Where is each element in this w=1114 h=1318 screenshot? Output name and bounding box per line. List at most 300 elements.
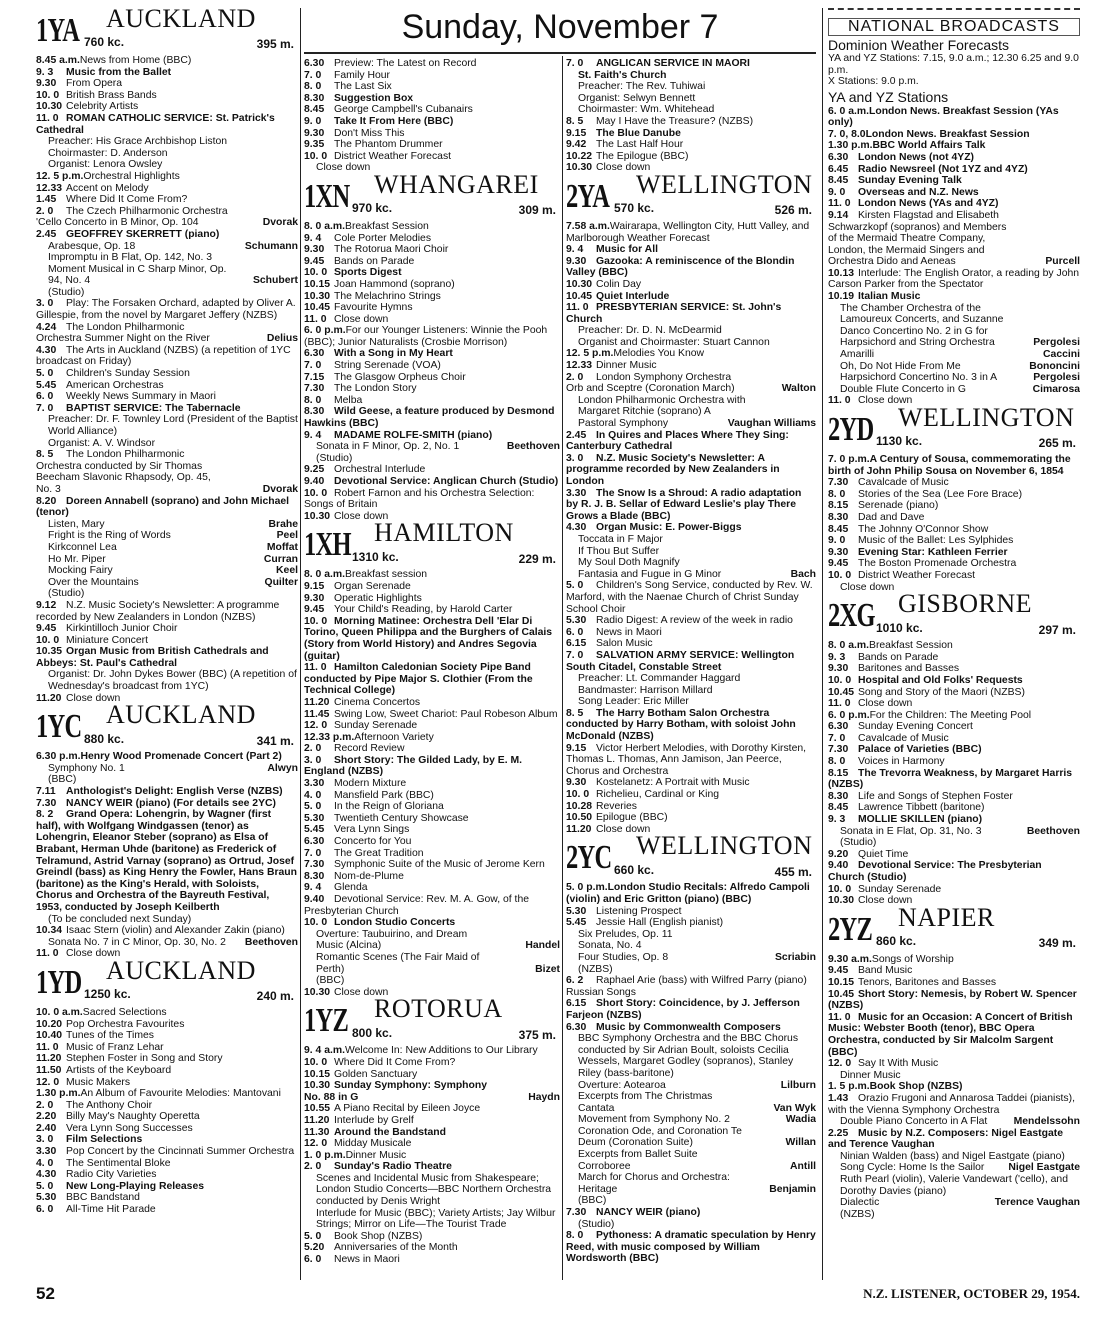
- program-title: Accent on Melody: [66, 182, 149, 194]
- station-frequency: 760 kc.: [84, 35, 125, 50]
- program-entry: [828, 512, 1080, 524]
- program-title: Radio City Varieties: [66, 1169, 157, 1181]
- program-entry: [304, 81, 560, 93]
- program-time: 3.30: [304, 778, 325, 790]
- program-title: Symphonic Suite of the Music of Jerome Kern: [334, 859, 545, 871]
- program-entry: [566, 93, 816, 105]
- program-entry: [304, 244, 560, 256]
- program-title: Glenda: [334, 882, 368, 894]
- program-title: (BBC): [316, 975, 345, 987]
- program-time: 2. 0: [566, 371, 584, 383]
- program-time: 6.30 p.m.: [36, 751, 81, 763]
- program-entry: [36, 67, 298, 79]
- program-title: Pop Orchestra Favourites: [66, 1018, 185, 1030]
- program-entry: [36, 1030, 298, 1042]
- program-entry: [566, 453, 816, 488]
- program-title: Overture: Aotearoa: [578, 1079, 666, 1091]
- program-entry: [304, 593, 560, 605]
- program-entry: [36, 530, 298, 542]
- program-title: Music of Franz Lehar: [66, 1041, 164, 1053]
- program-time: 8.30: [304, 406, 325, 418]
- program-time: 11.20: [304, 696, 330, 708]
- program-title: Play: The Forsaken Orchard, adapted by Oliver A. Gillespie, from the novel by Margaret Jeffery (NZBS): [36, 298, 296, 322]
- program-title: Sports Digest: [334, 267, 402, 279]
- program-title: Record Review: [334, 743, 405, 755]
- composer-name: Beethoven: [241, 937, 298, 949]
- program-title: Orchestral Highlights: [83, 170, 180, 182]
- program-title: Organist: Dr. John Dykes Bower (BBC) (A repetition of Wednesday's broadcast from 1YC): [48, 669, 297, 693]
- program-entry: [304, 824, 560, 836]
- program-entry: [304, 441, 560, 453]
- program-entry: [828, 687, 1080, 699]
- program-time: 4. 0: [304, 789, 322, 801]
- composer-name: Schubert: [249, 275, 298, 287]
- program-title: Fantasia and Fugue in G Minor: [578, 568, 722, 580]
- program-entry: [828, 698, 1080, 710]
- program-time: 10. 0: [566, 789, 590, 801]
- composer-name: Haydn: [524, 1092, 560, 1104]
- program-entry: [36, 101, 298, 113]
- program-entry: [566, 430, 816, 453]
- program-entry: [304, 662, 560, 697]
- program-entry: [828, 500, 1080, 512]
- program-title: All-Time Hit Parade: [66, 1204, 156, 1216]
- program-entry: [304, 453, 560, 465]
- program-title: Cinema Concertos: [334, 696, 421, 708]
- program-entry: [828, 291, 1080, 303]
- program-entry: [828, 1116, 1080, 1128]
- program-entry: [36, 1042, 298, 1054]
- program-entry: [304, 256, 560, 268]
- program-time: 9.45: [36, 623, 57, 635]
- program-time: 11.20: [304, 1114, 330, 1126]
- program-time: 9.45: [828, 965, 849, 977]
- station-call-sign: 2XG: [828, 597, 875, 635]
- program-time: 9. 0: [828, 535, 846, 547]
- program-entry: [304, 1254, 560, 1266]
- station-wavelength: 265 m.: [1038, 436, 1076, 451]
- program-entry: [566, 534, 816, 546]
- program-time: 10. 0: [304, 615, 328, 627]
- composer-name: Quilter: [261, 577, 299, 589]
- station-header: [828, 589, 1080, 638]
- program-entry: [304, 1115, 560, 1127]
- composer-name: Walton: [778, 383, 816, 395]
- program-entry: [304, 836, 560, 848]
- program-title: Hamilton Caledonian Society Pipe Band conducted by Pipe Major S. Clothier (From the Technical College): [304, 662, 533, 697]
- composer-name: Van Wyk: [769, 1103, 816, 1115]
- program-entry: [566, 627, 816, 639]
- station-header: [828, 902, 1080, 952]
- program-title: Sonata No. 7 in C Minor, Op. 30, No. 2: [48, 936, 226, 948]
- program-title: Organist: Selwyn Bennett: [578, 92, 696, 104]
- program-entry: [566, 998, 816, 1021]
- program-time: 7.30: [828, 477, 849, 489]
- program-time: 8. 0: [566, 1230, 584, 1242]
- program-title: Devotional Service: The Presbyterian Church (Studio): [828, 860, 1042, 883]
- program-title: Joan Hammond (soprano): [334, 278, 455, 290]
- program-title: Voices in Harmony: [858, 756, 945, 768]
- program-time: 11. 0: [304, 313, 327, 325]
- program-title: St. Faith's Church: [578, 69, 667, 81]
- program-title: Golden Sanctuary: [334, 1068, 418, 1080]
- composer-name: Peel: [273, 530, 298, 542]
- station-header: [304, 994, 560, 1043]
- program-time: 9.30: [828, 663, 849, 675]
- program-title: The Melachrino Strings: [334, 290, 441, 302]
- program-title: Interlude by Grelf: [334, 1114, 414, 1126]
- program-title: Family Hour: [334, 69, 391, 81]
- station-header: [566, 169, 816, 219]
- program-time: 12. 0: [304, 1138, 328, 1150]
- program-entry: [304, 383, 560, 395]
- program-time: 8.45 a.m.: [36, 55, 80, 66]
- program-title: Weekly News Summary in Maori: [66, 391, 216, 403]
- program-entry: [566, 673, 816, 685]
- program-entry: [828, 1081, 1080, 1093]
- program-time: 5.30: [304, 812, 325, 824]
- program-time: 8.30: [828, 790, 849, 802]
- program-title: Symphony No. 1: [48, 762, 125, 774]
- composer-name: Cimarosa: [1029, 384, 1080, 396]
- program-title: The Boston Promenade Orchestra: [858, 558, 1017, 570]
- station-city: AUCKLAND: [106, 8, 256, 33]
- program-title: Mocking Fairy: [48, 565, 113, 577]
- program-entry: [566, 58, 816, 70]
- program-entry: [566, 650, 816, 673]
- program-title: Breakfast Session: [869, 640, 953, 652]
- program-entry: [828, 1197, 1080, 1209]
- composer-name: Scriabin: [771, 952, 816, 964]
- program-entry: [36, 798, 298, 810]
- program-title: Music of the Ballet: Les Sylphides: [858, 535, 1014, 547]
- program-time: 7. 0, 8.0: [828, 128, 866, 140]
- program-time: 6.30: [828, 721, 849, 733]
- program-title: BAPTIST SERVICE: The Tabernacle: [66, 402, 241, 414]
- program-title: Welcome In: New Additions to Our Library: [345, 1045, 538, 1057]
- station-city: HAMILTON: [374, 518, 514, 548]
- program-title: Music by Commonwealth Composers: [596, 1021, 781, 1033]
- program-entry: [566, 360, 816, 372]
- program-time: 7. 0 p.m.: [828, 454, 870, 465]
- station-call-sign: 1XH: [304, 526, 351, 564]
- program-entry: [304, 279, 560, 291]
- program-entry: [566, 906, 816, 918]
- program-entry: [566, 1172, 816, 1195]
- program-title: An Album of Favourite Melodies: Mantovani: [80, 1088, 281, 1100]
- program-title: Music from the Ballet: [66, 66, 172, 78]
- program-entry: [304, 70, 560, 82]
- program-title: Book Shop (NZBS): [334, 1230, 423, 1242]
- program-title: NANCY WEIR (piano) (For details see 2YC): [66, 797, 276, 809]
- program-title: N.Z. Music Society's Newsletter: A programme recorded by New Zealanders in London: [566, 452, 780, 487]
- program-entry: [566, 256, 816, 279]
- program-title: Amarilli: [840, 349, 875, 361]
- station-frequency: 1130 kc.: [876, 434, 923, 449]
- program-entry: [566, 708, 816, 743]
- program-title: Arabesque, Op. 18: [48, 240, 136, 252]
- program-time: 9. 4 a.m.: [304, 1045, 346, 1057]
- program-title: Pythoness: A dramatic speculation by Henry Reed, with music composed by William Wordsworth (BBC): [566, 1230, 816, 1265]
- composer-name: Beethoven: [1023, 826, 1080, 838]
- program-entry: [36, 322, 298, 345]
- program-entry: [36, 206, 298, 229]
- program-entry: [828, 710, 1080, 722]
- program-title: Sonata, No. 4: [578, 940, 642, 952]
- program-title: Henry Wood Promenade Concert (Part 2): [80, 751, 282, 763]
- program-entry: [566, 1114, 816, 1126]
- program-time: 7.11: [36, 786, 56, 798]
- station-city: AUCKLAND: [106, 955, 256, 985]
- program-title: The Phantom Drummer: [334, 139, 443, 151]
- program-time: 10.28: [566, 800, 593, 812]
- program-time: 6.30: [828, 151, 849, 163]
- program-time: 10.13: [828, 267, 855, 279]
- program-entry: [304, 93, 560, 105]
- program-title: London News (not 4YZ): [858, 151, 975, 163]
- program-time: 9. 4: [566, 244, 584, 256]
- program-time: 9.35: [304, 139, 325, 151]
- program-time: 11.45: [304, 708, 330, 720]
- program-entry: [828, 1174, 1080, 1197]
- program-time: 10.30: [566, 162, 593, 174]
- program-title: Close down: [334, 986, 389, 998]
- program-title: London Studio Concerts: [334, 917, 456, 929]
- program-entry: [828, 524, 1080, 536]
- program-time: 5.45: [566, 917, 587, 929]
- program-title: YA and YZ Stations: 7.15, 9.0 a.m.; 12.30 6.25 and 9.0 p.m.: [828, 53, 1079, 76]
- program-entry: [36, 241, 298, 253]
- program-entry: [566, 244, 816, 256]
- program-time: 2.40: [36, 1122, 57, 1134]
- program-entry: [566, 104, 816, 116]
- program-entry: [304, 430, 560, 442]
- program-entry: [36, 1019, 298, 1031]
- program-time: 3.30: [566, 487, 587, 499]
- station-frequency: 860 kc.: [876, 934, 917, 949]
- station-call-sign: 2YD: [828, 411, 874, 448]
- program-time: 7.30: [828, 744, 849, 756]
- program-title: Sunday Symphony: Symphony No. 88 in G: [304, 1080, 487, 1103]
- program-title: Close down: [596, 823, 651, 835]
- program-title: Close down: [334, 510, 389, 522]
- station-wavelength: 229 m.: [518, 551, 556, 566]
- station-call-sign: 1YD: [36, 963, 82, 1001]
- program-title: Song Leader: Eric Miller: [578, 696, 689, 708]
- program-title: Preacher: Dr. D. N. McDearmid: [578, 325, 722, 337]
- program-entry: [304, 464, 560, 476]
- composer-name: Caccini: [1039, 349, 1080, 361]
- program-title: Over the Mountains: [48, 576, 139, 588]
- program-time: 7. 0: [304, 69, 322, 81]
- program-entry: [36, 937, 298, 949]
- program-time: 5. 0 p.m.: [566, 882, 608, 894]
- program-title: The Harry Botham Salon Orchestra conducted by Harry Botham, with soloist John McDonald (NZBS): [566, 707, 796, 743]
- program-entry: [304, 360, 560, 372]
- program-title: Music Makers: [66, 1076, 131, 1088]
- program-title: Close down: [858, 395, 913, 407]
- program-title: Wairarapa, Wellington City, Hutt Valley, and Marlborough Weather Forecast: [566, 220, 810, 244]
- program-time: 9.30 a.m.: [828, 953, 872, 965]
- program-entry: [36, 183, 298, 195]
- program-time: 8. 0: [828, 488, 846, 500]
- program-entry: [36, 1111, 298, 1123]
- program-entry: [304, 58, 560, 70]
- program-entry: [36, 391, 298, 403]
- program-time: 10. 0: [828, 883, 852, 895]
- composer-name: Lilburn: [777, 1080, 816, 1092]
- program-entry: [828, 849, 1080, 861]
- station-header: [304, 518, 560, 567]
- column-divider: [562, 56, 563, 1280]
- program-entry: [36, 914, 298, 926]
- program-title: Dinner Music: [345, 1149, 407, 1161]
- program-entry: [828, 361, 1080, 373]
- program-time: 5. 0: [304, 801, 322, 813]
- program-title: Tunes of the Times: [66, 1030, 154, 1042]
- program-title: Palace of Varieties (BBC): [858, 744, 982, 756]
- program-title: Choirmaster: Wm. Whitehead: [578, 104, 715, 116]
- column-3: [566, 58, 816, 1280]
- program-entry: [304, 221, 560, 233]
- program-entry: [304, 720, 560, 732]
- program-time: 9.14: [828, 209, 849, 221]
- program-entry: [304, 1208, 560, 1231]
- program-time: 12. 5 p.m.: [36, 170, 84, 182]
- program-title: Twentieth Century Showcase: [334, 812, 469, 824]
- program-entry: [36, 1204, 298, 1216]
- dashed-rule: [828, 8, 1080, 10]
- program-entry: [828, 454, 1080, 477]
- program-title: Interlude for Music (BBC); Variety Artists; Jay Wilbur Strings; Mirror on Life—The Tourist Trade: [316, 1207, 556, 1231]
- station-call-sign: 1YZ: [304, 1002, 349, 1040]
- program-title: Close down: [858, 895, 913, 907]
- composer-name: Willan: [781, 1137, 816, 1149]
- program-title: The Sentimental Bloke: [66, 1157, 171, 1169]
- program-title: New Long-Playing Releases: [66, 1180, 205, 1192]
- program-entry: [36, 1077, 298, 1089]
- program-entry: [566, 580, 816, 615]
- program-entry: [828, 53, 1080, 76]
- program-title: Wild Geese, a feature produced by Desmond Hawkins (BBC): [304, 406, 555, 430]
- station-wavelength: 375 m.: [518, 1027, 556, 1042]
- program-time: 1. 0 p.m.: [304, 1149, 346, 1161]
- program-entry: [566, 151, 816, 163]
- program-time: 11. 0: [36, 948, 59, 960]
- program-title: News in Maori: [596, 626, 662, 638]
- program-time: 12.33: [36, 182, 63, 194]
- program-title: Baritones and Basses: [858, 663, 960, 675]
- program-entry: [304, 894, 560, 917]
- program-title: Victor Herbert Melodies, with Dorothy Kirsten, Thomas L. Thomas, Ann Jamison, Jan Peerce, Chorus and Orchestra: [566, 742, 807, 777]
- program-title: Overseas and N.Z. News: [858, 186, 979, 198]
- program-title: With a Song in My Heart: [334, 348, 453, 360]
- program-entry: [566, 348, 816, 360]
- program-title: Epilogue (BBC): [596, 812, 668, 824]
- program-title: ROMAN CATHOLIC SERVICE: St. Patrick's Cathedral: [36, 112, 275, 136]
- composer-name: Purcell: [1041, 256, 1080, 268]
- program-title: Radio Newsreel (Not 1YZ and 4YZ): [858, 163, 1028, 175]
- program-entry: [566, 569, 816, 581]
- program-time: 4.30: [36, 344, 57, 356]
- program-entry: [36, 298, 298, 321]
- program-title: Quiet Time: [858, 848, 909, 860]
- program-entry: [36, 1065, 298, 1077]
- program-time: 7. 0: [566, 649, 584, 661]
- program-title: (NZBS): [578, 963, 613, 975]
- program-title: Melba: [334, 394, 363, 406]
- program-title: Billy May's Naughty Operetta: [66, 1111, 200, 1123]
- program-entry: [828, 965, 1080, 977]
- program-entry: [36, 1053, 298, 1065]
- program-time: 8. 5: [566, 115, 584, 127]
- program-title: A Century of Sousa, commemorating the birth of John Philip Sousa on November 6, 1854: [828, 454, 1071, 477]
- program-title: Modern Mixture: [334, 778, 407, 790]
- station-header: [566, 831, 816, 880]
- program-time: 10.55: [304, 1103, 331, 1115]
- composer-name: Keel: [272, 565, 298, 577]
- program-time: 5. 0: [566, 580, 584, 592]
- station-header: [828, 403, 1080, 452]
- program-title: (BBC): [48, 774, 77, 786]
- program-entry: [566, 395, 816, 430]
- program-title: London Studio Recitals: Alfredo Campoli (violin) and Eric Gritton (piano) (BBC): [566, 882, 810, 905]
- program-title: Close down: [858, 698, 913, 710]
- program-title: Close down: [66, 948, 121, 960]
- program-title: Don't Miss This: [334, 127, 405, 139]
- program-entry: [566, 1219, 816, 1231]
- program-time: 10.40: [36, 1030, 63, 1042]
- program-time: 6.30: [304, 58, 325, 69]
- program-title: Around the Bandstand: [334, 1126, 446, 1138]
- program-time: 6. 2: [566, 975, 584, 987]
- program-entry: [828, 721, 1080, 733]
- program-title: London Symphony Orchestra Orb and Sceptre (Coronation March): [566, 371, 735, 395]
- program-time: 3. 0: [36, 1134, 54, 1146]
- program-title: Suggestion Box: [334, 92, 414, 104]
- program-title: Where Did It Come From?: [66, 194, 188, 206]
- program-entry: [566, 1022, 816, 1034]
- program-time: 5. 0: [36, 1180, 54, 1192]
- program-time: 1.45: [36, 194, 57, 206]
- program-title: Organ Music: E. Power-Biggs: [596, 522, 742, 534]
- program-title: Kirsten Flagstad and Elisabeth Schwarzkopf (sopranos) and Members of the Mermaid Theatre Company, London, the Mermaid Singers and Orchestra Dido and Aeneas: [828, 209, 1007, 268]
- program-title: District Weather Forecast: [334, 150, 452, 162]
- program-entry: [36, 438, 298, 450]
- program-entry: [36, 588, 298, 600]
- program-entry: [36, 194, 298, 206]
- program-time: 6. 0: [36, 1204, 54, 1216]
- program-time: 9.45: [304, 255, 325, 267]
- program-entry: [828, 768, 1080, 791]
- program-time: 10.30: [304, 986, 331, 998]
- program-entry: [304, 778, 560, 790]
- program-title: Oh, Do Not Hide From Me: [840, 360, 961, 372]
- program-time: 9.30: [304, 244, 325, 256]
- program-entry: [566, 743, 816, 778]
- section-heading: YA and YZ Stations: [828, 88, 949, 105]
- station-wavelength: 395 m.: [256, 37, 294, 52]
- program-title: District Weather Forecast: [858, 569, 976, 581]
- program-entry: [566, 221, 816, 244]
- station-frequency: 1310 kc.: [352, 549, 399, 564]
- program-time: 1. 5 p.m.: [828, 1081, 870, 1093]
- program-title: From Opera: [66, 78, 123, 90]
- program-entry: [36, 542, 298, 554]
- program-entry: [36, 786, 298, 798]
- program-entry: [36, 1088, 298, 1100]
- program-entry: [566, 372, 816, 395]
